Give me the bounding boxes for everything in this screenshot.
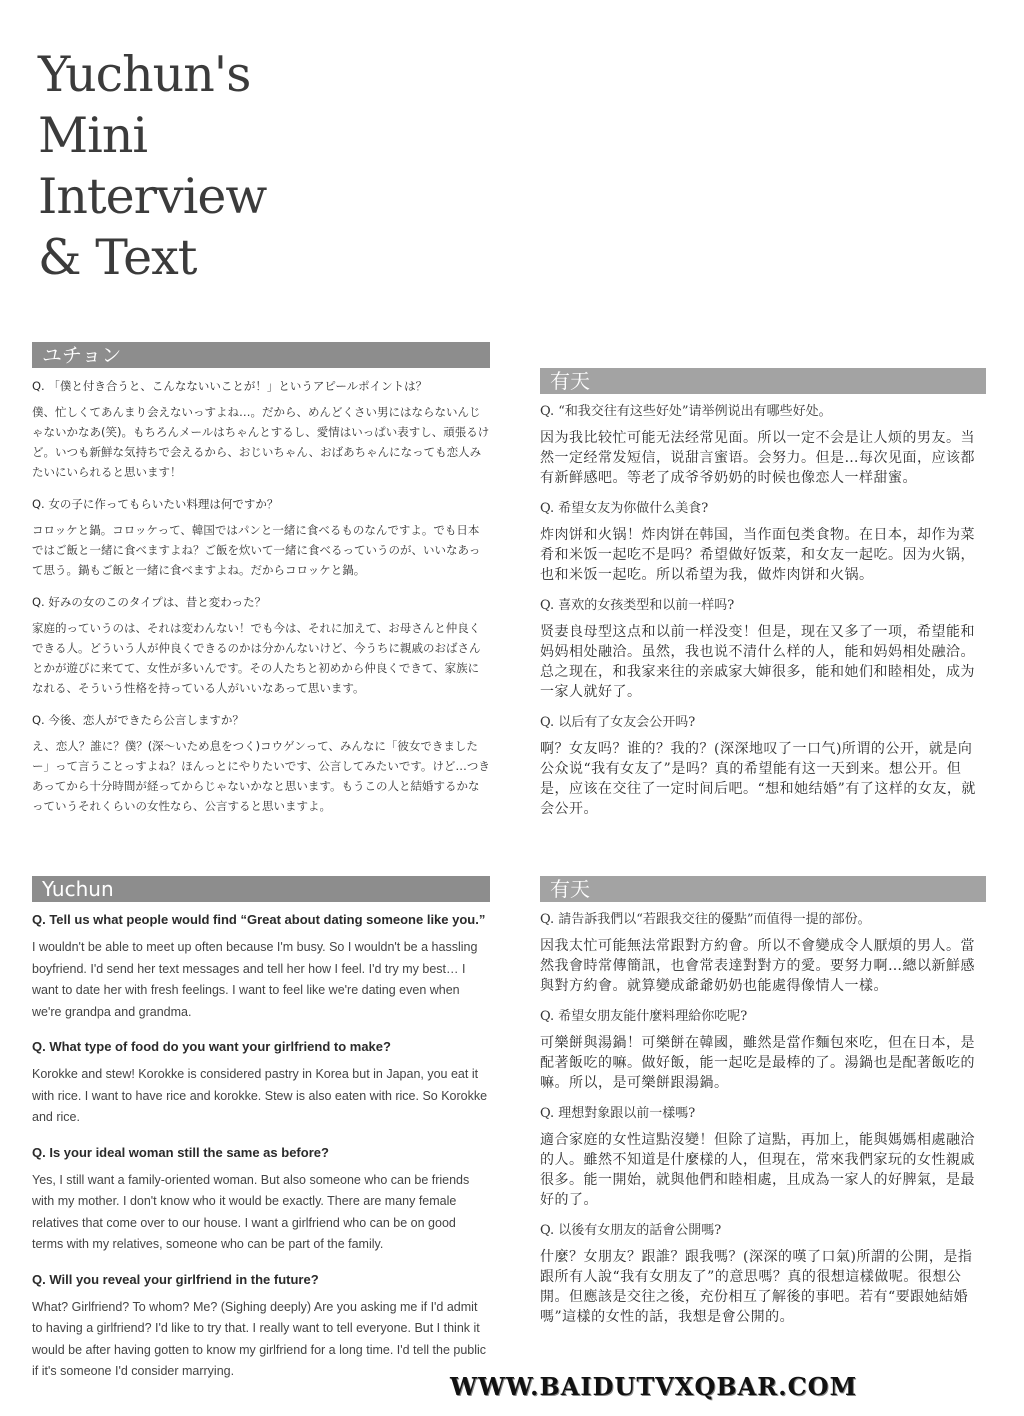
ja-answer-3: 家庭的っていうのは、それは変わんない！でも今は、それに加えて、お母さんと仲良くできる人。どういう人が仲良くできるのかは分かんないけど、今うちに親戚のおばさんとかが遊びに来てて、女性が多いんです。その人たちと初めから仲良くできて、家族になれる、そういう性格を持っている人がいいなあって思います。	[32, 621, 481, 695]
en-answer-4: What? Girlfriend? To whom? Me? (Sighing deeply) Are you asking me if I'd admit to having a girlfriend? I'd like to try that. I really want to tell everyone. But I think it would be after having gotten to know my girlfriend for a long time. I'd tell the public if it's someone I'd consider marrying.	[32, 1299, 487, 1378]
title-line-1: Yuchun's	[38, 46, 251, 103]
zht-question-4: Q. 以後有女朋友的話會公開嗎?	[540, 1223, 722, 1238]
ja-question-1: Q. 「僕と付き合うと、こんなないいことが！」というアピールポイントは？	[32, 379, 428, 393]
title-line-3: Interview	[38, 168, 267, 225]
zht-answer-2: 可樂餅與湯鍋！可樂餅在韓國，雖然是當作麵包來吃，但在日本，是配著飯吃的嘛。做好飯，能一起吃是最棒的了。湯鍋也是配著飯吃的嘛。所以，是可樂餅跟湯鍋。	[540, 1035, 975, 1091]
watermark-url: WWW.BAIDUTVXQBAR.COM	[450, 1372, 858, 1401]
en-answer-3: Yes, I still want a family-oriented woman. But also someone who can be friends with my mother. I don't know who it would be exactly. There are many female relatives that come over to our house. I want a girlfriend who can be on good terms with my relatives, someone who can be part of the family.	[32, 1172, 470, 1251]
zhs-question-3: Q. 喜欢的女孩类型和以前一样吗?	[540, 598, 735, 613]
ja-answer-2: コロッケと鍋。コロッケって、韓国ではパンと一緒に食べるものなんですよ。でも日本ではご飯と一緒に食べますよね？ご飯を炊いて一緒に食べるっていうのが、いいなあって思う。鍋もご飯と一緒に食べますよね。だからコロッケと鍋。	[32, 523, 481, 577]
zhs-answer-2: 炸肉饼和火锅！炸肉饼在韩国，当作面包类食物。在日本，却作为菜肴和米饭一起吃不是吗？希望做好饭菜，和女友一起吃。因为火锅，也和米饭一起吃。所以希望为我，做炸肉饼和火锅。	[540, 527, 975, 583]
simplified-chinese-section	[540, 368, 986, 832]
en-answer-2: Korokke and stew! Korokke is considered pastry in Korea but in Japan, you eat it with rice. I want to have rice and korokke. Stew is also eaten with rice. So Korokke and rice.	[32, 1067, 488, 1124]
japanese-header: ユチョン	[32, 342, 490, 368]
ja-question-4: Q. 今後、恋人ができたら公言しますか？	[32, 713, 244, 727]
simplified-chinese-header: 有天	[540, 368, 986, 394]
en-answer-1: I wouldn't be able to meet up often because I'm busy. So I wouldn't be a hassling boyfriend. I'd send her text messages and tell her how I feel. I'd try my best… I want to date her with fresh feelings. I want to feel like we're dating even when we're grandpa and grandma.	[32, 940, 478, 1019]
ja-question-3: Q. 好みの女のこのタイプは、昔と変わった？	[32, 595, 267, 609]
zht-answer-1: 因我太忙可能無法常跟對方約會。所以不會變成令人厭煩的男人。當然我會時常傳簡訊，也會常表達對對方的愛。要努力啊…總以新鮮感與對方約會。就算變成爺爺奶奶也能處得像情人一樣。	[540, 938, 975, 994]
zht-answer-4: 什麼？女朋友？跟誰？跟我嗎？(深深的嘆了口氣)所謂的公開，是指跟所有人說“我有女朋友了”的意思嗎？真的很想這樣做呢。很想公開。但應該是交往之後，充份相互了解後的事吧。若有“要跟她結婚嗎”這樣的女性的話，我想是會公開的。	[540, 1249, 973, 1325]
zhs-answer-3: 贤妻良母型这点和以前一样没变！但是，现在又多了一项，希望能和妈妈相处融洽。虽然，我也说不清什么样的人，能和妈妈相处融洽。总之现在，和我家来往的亲戚家大婶很多，能和她们和睦相处，成为一家人就好了。	[540, 624, 975, 700]
zht-question-1: Q. 請告訴我們以“若跟我交往的優點”而值得一提的部份。	[540, 912, 871, 927]
zht-answer-3: 適合家庭的女性這點沒變！但除了這點，再加上，能與媽媽相處融洽的人。雖然不知道是什麼樣的人，但現在，常來我們家玩的女性親戚很多。能一開始，就與他們和睦相處，且成為一家人的好脾氣，是最好的了。	[540, 1132, 975, 1208]
en-question-1: Q. Tell us what people would find “Great about dating someone like you.”	[32, 912, 486, 927]
english-header: Yuchun	[32, 876, 490, 902]
ja-answer-4: え、恋人？誰に？僕？(深～いため息をつく)コウゲンって、みんなに「彼女できましたー」って言うことっすよね？ほんっとにやりたいです、公言してみたいです。けど…つきあってから十分時間が経ってからじゃないかなと思います。もうこの人と結婚するかなっていうそれくらいの女性なら、公言すると思いますよ。	[32, 739, 490, 813]
zhs-question-4: Q. 以后有了女友会公开吗?	[540, 715, 696, 730]
ja-answer-1: 僕、忙しくてあんまり会えないっすよね…。だから、めんどくさい男にはならないんじゃないかなあ(笑)。もちろんメールはちゃんとするし、愛情はいっぱい表すし、頑張るけど。いつも新鮮な気持ちで会えるから、おじいちゃん、おばあちゃんになっても恋人みたいにいられると思います！	[32, 405, 490, 479]
zhs-answer-4: 啊？女友吗？谁的？我的？(深深地叹了一口气)所谓的公开，就是向公众说“我有女友了”是吗？真的希望能有这一天到来。想公开。但是，应该在交往了一定时间后吧。“想和她结婚”有了这样的女友，就会公开。	[540, 741, 976, 817]
title-line-2: Mini	[38, 107, 148, 164]
zhs-question-1: Q. “和我交往有这些好处”请举例说出有哪些好处。	[540, 404, 832, 419]
zhs-question-2: Q. 希望女友为你做什么美食?	[540, 501, 709, 516]
title-line-4: & Text	[38, 229, 197, 286]
zht-question-2: Q. 希望女朋友能什麼料理給你吃呢?	[540, 1009, 748, 1024]
en-question-3: Q. Is your ideal woman still the same as before?	[32, 1144, 329, 1160]
english-section	[32, 876, 490, 1399]
zht-question-3: Q. 理想對象跟以前一樣嗎?	[540, 1106, 696, 1121]
page-title	[38, 44, 266, 288]
japanese-section	[32, 342, 490, 830]
traditional-chinese-header: 有天	[540, 876, 986, 902]
en-question-4: Q. Will you reveal your girlfriend in the future?	[32, 1271, 319, 1287]
en-question-2: Q. What type of food do you want your girlfriend to make?	[32, 1039, 391, 1054]
traditional-chinese-section	[540, 876, 986, 1340]
ja-question-2: Q. 女の子に作ってもらいたい料理は何ですか？	[32, 497, 279, 511]
zhs-answer-1: 因为我比较忙可能无法经常见面。所以一定不会是让人烦的男友。当然一定经常发短信，说甜言蜜语。会努力。但是…每次见面，应该都有新鲜感吧。等老了成爷爷奶奶的时候也像恋人一样甜蜜。	[540, 430, 975, 486]
